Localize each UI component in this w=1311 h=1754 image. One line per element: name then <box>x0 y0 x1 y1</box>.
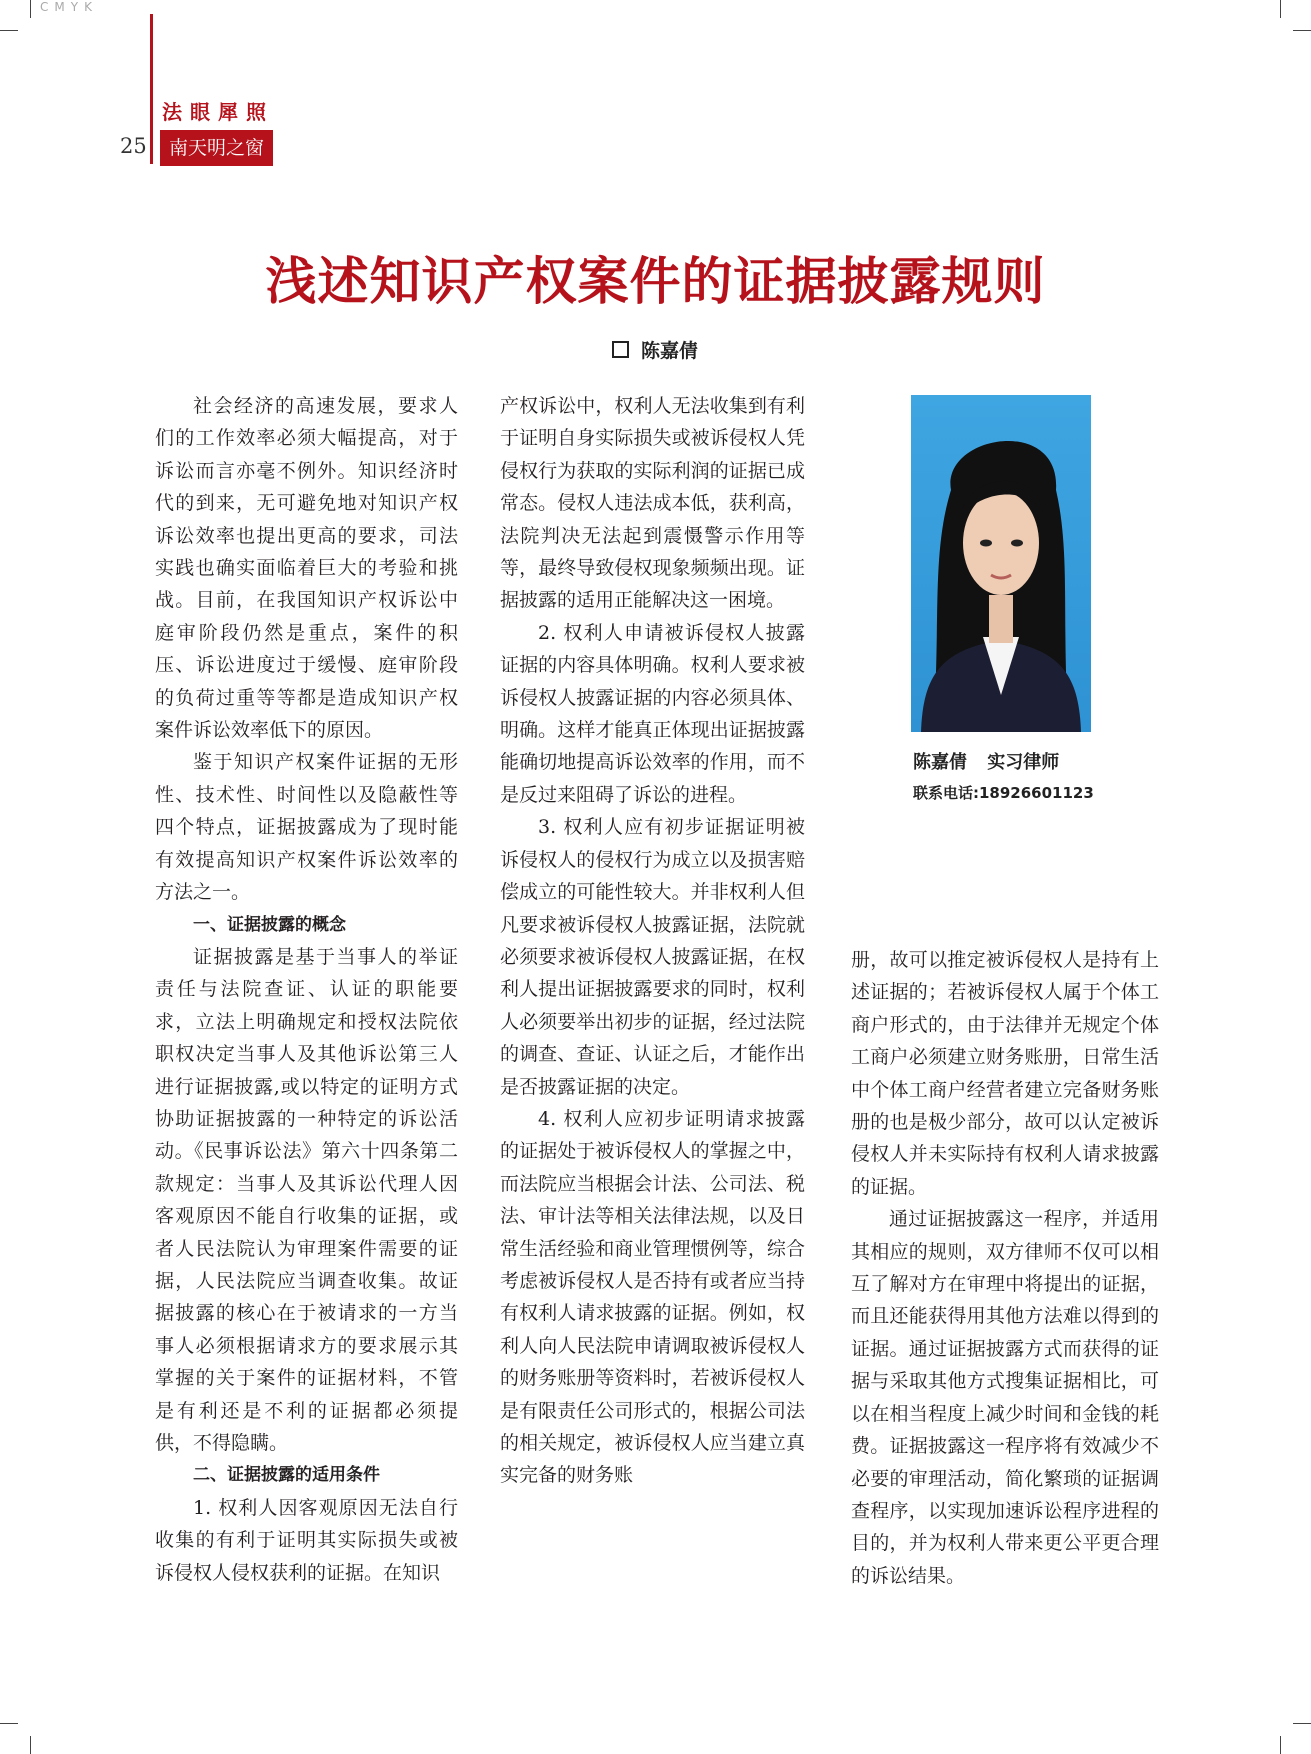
section-heading: 一、证据披露的概念 <box>193 914 346 935</box>
paragraph-continued: 册，故可以推定被诉侵权人是持有上述证据的；若被诉侵权人属于个体工商户形式的，由于法律并无规定个体工商户必须建立财务账册，日常生活中个体工商户经营者建立完备财务账册的也是极少部分，故可以认定被诉侵权人并未实际持有权利人请求披露的证据。 <box>851 949 1159 1198</box>
crop-mark <box>1293 30 1311 31</box>
author-phone: 联系电话:18926601123 <box>913 784 1094 802</box>
crop-mark <box>1293 1723 1311 1724</box>
paragraph: 4. 权利人应初步证明请求披露的证据处于被诉侵权人的掌握之中，而法院应当根据会计法、公司法、税法、审计法等相关法律法规，以及日常生活经验和商业管理惯例等，综合考虑被诉侵权人是否持有或者应当持有权利人请求披露的证据。例如，权利人向人民法院申请调取被诉侵权人的财务账册等资料时，若被诉侵权人是有限责任公司形式的，根据公司法的相关规定，被诉侵权人应当建立真实完备的财务账 <box>500 1107 805 1487</box>
section-title: 法眼犀照 <box>162 100 274 124</box>
column-badge: 南天明之窗 <box>160 130 273 166</box>
paragraph: 通过证据披露这一程序，并适用其相应的规则，双方律师不仅可以相互了解对方在审理中将提出的证据，而且还能获得用其他方法难以得到的证据。通过证据披露方式而获得的证据与采取其他方式搜集证据相比，可以在相当程度上减少时间和金钱的耗费。证据披露这一程序将有效减少不必要的审理活动，简化繁琐的证据调查程序，以实现加速诉讼程序进程的目的，并为权利人带来更公平更合理的诉讼结果。 <box>851 1208 1159 1587</box>
text-column-3 <box>851 944 1159 1592</box>
paragraph: 鉴于知识产权案件证据的无形性、技术性、时间性以及隐蔽性等四个特点，证据披露成为了现时能有效提高知识产权案件诉讼效率的方法之一。 <box>155 751 458 904</box>
paragraph: 3. 权利人应有初步证据证明被诉侵权人的侵权行为成立以及损害赔偿成立的可能性较大。并非权利人但凡要求被诉侵权人披露证据，法院就必须要求被诉侵权人披露证据，在权利人提出证据披露要求的同时，权利人必须要举出初步的证据，经过法院的调查、查证、认证之后，才能作出是否披露证据的决定。 <box>500 816 805 1098</box>
author-photo <box>911 395 1091 732</box>
crop-mark <box>0 1723 18 1724</box>
paragraph: 1. 权利人因客观原因无法自行收集的有利于证明其实际损失或被诉侵权人侵权获利的证据。在知识 <box>155 1496 458 1584</box>
paragraph: 社会经济的高速发展，要求人们的工作效率必须大幅提高，对于诉讼而言亦毫不例外。知识经济时代的到来，无可避免地对知识产权诉讼效率也提出更高的要求，司法实践也确实面临着巨大的考验和挑战。目前，在我国知识产权诉讼中庭审阶段仍然是重点，案件的积压、诉讼进度过于缓慢、庭审阶段的负荷过重等等都是造成知识产权案件诉讼效率低下的原因。 <box>155 395 458 742</box>
square-bullet-icon <box>612 341 629 358</box>
paragraph: 证据披露是基于当事人的举证责任与法院查证、认证的职能要求，立法上明确规定和授权法院依职权决定当事人及其他诉讼第三人进行证据披露,或以特定的证明方式协助证据披露的一种特定的诉讼活动。《民事诉讼法》第六十四条第二款规定：当事人及其诉讼代理人因客观原因不能自行收集的证据，或者人民法院认为审理案件需要的证据，人民法院应当调查收集。故证据披露的核心在于被请求的一方当事人必须根据请求方的要求展示其掌握的关于案件的证据材料，不管是有利还是不利的证据都必须提供，不得隐瞒。 <box>155 945 458 1454</box>
paragraph: 2. 权利人申请被诉侵权人披露证据的内容具体明确。权利人要求被诉侵权人披露证据的内容必须具体、明确。这样才能真正体现出证据披露能确切地提高诉讼效率的作用，而不是反过来阻碍了诉讼的进程。 <box>500 621 805 806</box>
author-caption: 陈嘉倩 实习律师 <box>913 752 1060 773</box>
paragraph-continued: 产权诉讼中，权利人无法收集到有利于证明自身实际损失或被诉侵权人凭侵权行为获取的实际利润的证据已成常态。侵权人违法成本低，获利高，法院判决无法起到震慑警示作用等等，最终导致侵权现象频频出现。证据披露的适用正能解决这一困境。 <box>500 395 805 612</box>
page-number: 25 <box>120 134 147 158</box>
crop-mark <box>30 1736 31 1754</box>
crop-mark <box>1280 0 1281 18</box>
crop-mark <box>1280 1736 1281 1754</box>
color-registration-bar: CMYK <box>40 0 98 14</box>
text-column-2 <box>500 390 805 1492</box>
byline <box>612 336 698 363</box>
text-column-1 <box>155 390 458 1589</box>
article-title: 浅述知识产权案件的证据披露规则 <box>265 253 1046 312</box>
portrait-illustration <box>911 395 1091 732</box>
section-heading: 二、证据披露的适用条件 <box>193 1465 380 1486</box>
author-name: 陈嘉倩 <box>641 340 699 362</box>
crop-mark <box>0 30 18 31</box>
crop-mark <box>30 0 31 18</box>
header-accent-rule <box>150 14 153 164</box>
